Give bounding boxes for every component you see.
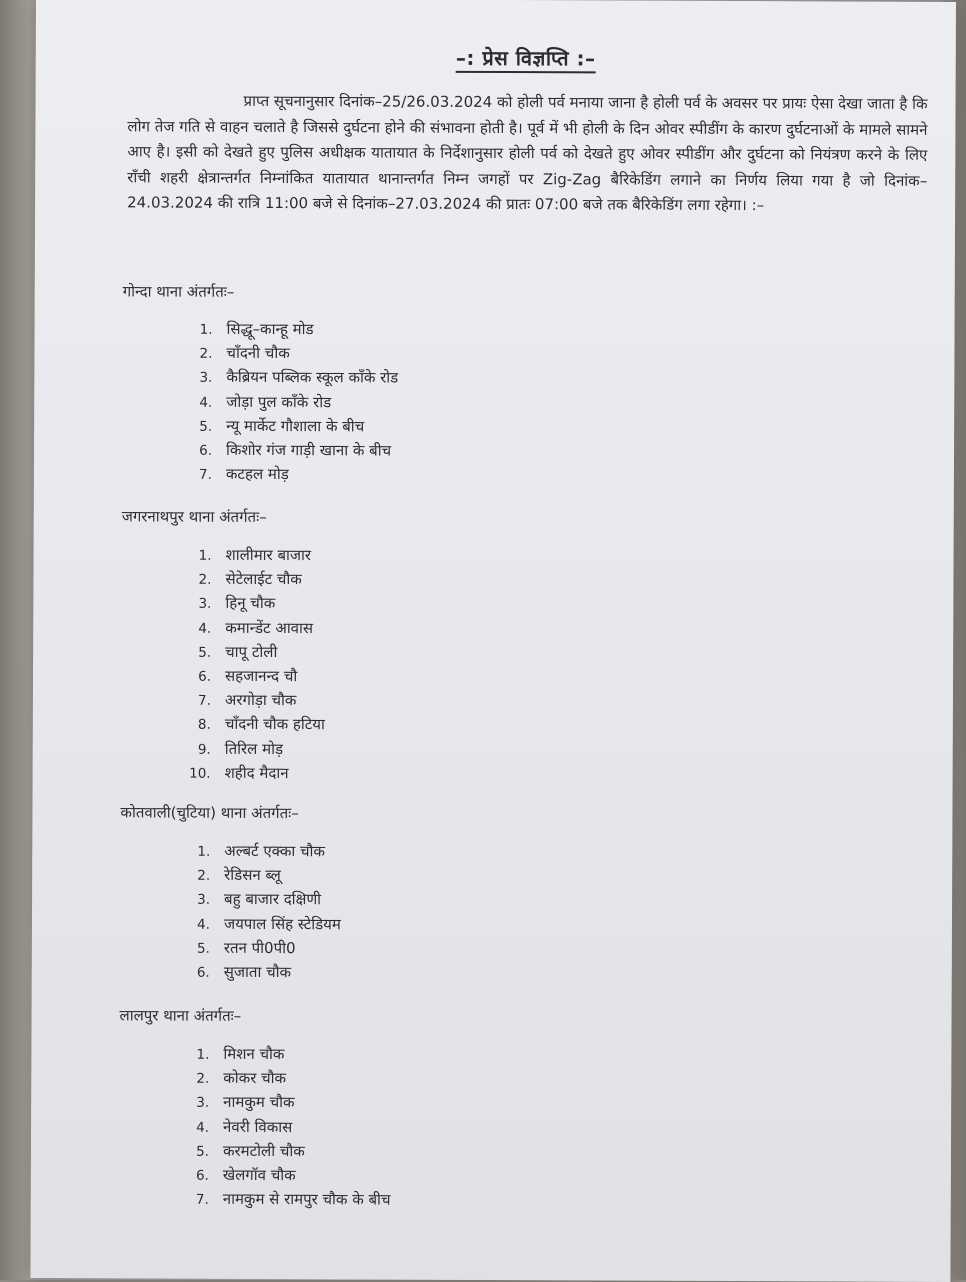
- list-item: 7. नामकुम से रामपुर चौक के बीच: [195, 1189, 391, 1209]
- list-item: 3. हिनू चौक: [198, 594, 276, 613]
- list-item: 1. अल्बर्ट एक्का चौक: [197, 841, 326, 861]
- list-item: 3. नामकुम चौक: [196, 1093, 295, 1112]
- list-item: 5. चापू टोली: [198, 642, 278, 661]
- list-item: 1. मिशन चौक: [196, 1044, 285, 1064]
- list-item: 6. सहजानन्द चौ: [198, 666, 298, 686]
- place-list-jagarnathpur: [181, 543, 326, 786]
- list-item: 4. नेवरी विकास: [196, 1117, 293, 1136]
- section-heading-lalpur: लालपुर थाना अंतर्गतः–: [119, 1006, 242, 1025]
- document-title: –: प्रेस विज्ञप्ति :–: [66, 42, 966, 73]
- list-item: 2. चाँदनी चौक: [199, 344, 290, 363]
- list-item: 5. न्यू मार्केट गौशाला के बीच: [199, 416, 365, 436]
- list-item: 7. अरगोड़ा चौक: [198, 690, 297, 710]
- list-item: 5. रतन पी0पी0: [196, 938, 296, 957]
- place-list-gonda: [182, 317, 399, 487]
- list-item: 6. खेलगॉव चौक: [195, 1165, 296, 1185]
- list-item: 3. बहु बाजार दक्षिणी: [197, 890, 322, 909]
- list-item: 1. शालीमार बाजार: [198, 545, 312, 565]
- list-item: 6. किशोर गंज गाड़ी खाना के बीच: [199, 440, 392, 460]
- section-heading-kotwali: कोतवाली(चुटिया) थाना अंतर्गतः–: [120, 803, 299, 823]
- list-item: 3. कैब्रियन पब्लिक स्कूल काँके रोड: [199, 368, 399, 387]
- list-item: 4. कमान्डेंट आवास: [198, 618, 314, 637]
- list-item: 6. सुजाता चौक: [196, 962, 292, 982]
- list-item: 5. करमटोली चौक: [196, 1141, 305, 1160]
- place-list-kotwali: [180, 839, 342, 985]
- list-item: 1. सिद्धू–कान्हू मोड: [199, 319, 314, 339]
- list-item: 4. जोड़ा पुल काँके रोड: [199, 392, 332, 411]
- section-heading-gonda: गोन्दा थाना अंतर्गतः–: [122, 282, 235, 301]
- list-item: 7. कटहल मोड़: [198, 464, 289, 484]
- section-heading-jagarnathpur: जगरनाथपुर थाना अंतर्गतः–: [121, 507, 267, 527]
- list-item: 2. रेडिसन ब्लू: [197, 866, 281, 885]
- list-item: 2. कोकर चौक: [196, 1069, 287, 1088]
- list-item: 10. शहीद मैदान: [189, 763, 289, 782]
- press-release-page: [30, 0, 956, 1282]
- list-item: 2. सेटेलाईट चौक: [198, 570, 302, 589]
- list-item: 8. चाँदनी चौक हटिया: [197, 715, 325, 734]
- intro-paragraph: प्राप्त सूचनानुसार दिनांक–25/26.03.2024 को होली पर्व मनाया जाना है होली पर्व के अवसर पर प्रायः ऐसा देखा जाता है कि लोग तेज गति से वाहन चलाते है जिससे दुर्घटना होने की संभावना होती है। पूर्व में भी होली के दिन ओवर स्पीडींग के कारण दुर्घटनाओं के मामले सामने आए है। इसी को देखते हुए पुलिस अधीक्षक यातायात के निर्देशानुसार होली पर्व को देखते हुए ओवर स्पीडींग और दुर्घटना को नियंत्रण करने के लिए राँची शहरी क्षेत्रान्तर्गत निम्नांकित यातायात थानान्तर्गत निम्न जगहों पर Zig-Zag बैरिकेडिंग लगाने का निर्णय लिया गया है जो दिनांक–24.03.2024 की रात्रि 11:00 बजे से दिनांक–27.03.2024 की प्रातः 07:00 बजे तक बैरिकेडिंग लगा रहेगा। :–: [127, 91, 928, 215]
- place-list-lalpur: [179, 1042, 391, 1212]
- list-item: 9. तिरिल मोड़: [197, 739, 284, 758]
- list-item: 4. जयपाल सिंह स्टेडियम: [197, 914, 341, 933]
